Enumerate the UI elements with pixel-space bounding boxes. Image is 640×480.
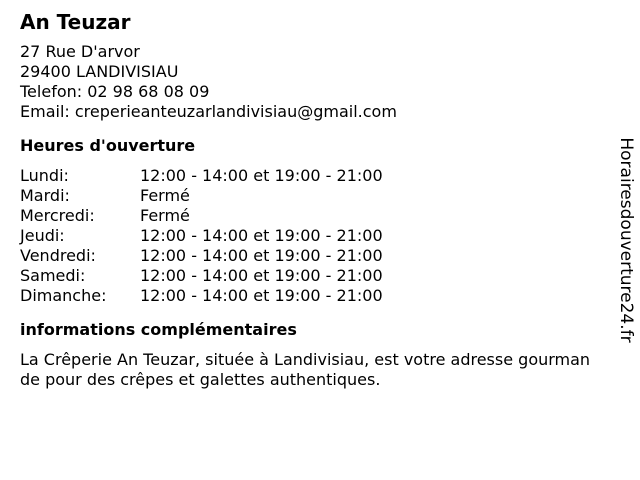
hours-day: Mardi: [20,186,70,205]
hours-row-saturday [20,266,600,286]
hours-row-tuesday [20,186,600,206]
hours-row-sunday [20,286,600,306]
hours-row-monday [20,166,600,186]
hours-day: Lundi: [20,166,69,185]
business-card [20,10,600,390]
hours-time: Fermé [140,206,190,225]
address-city: 29400 LANDIVISIAU [20,62,179,81]
hours-day: Jeudi: [20,226,65,245]
info-heading: informations complémentaires [20,320,297,339]
phone-line: Telefon: 02 98 68 08 09 [20,82,210,101]
hours-day: Samedi: [20,266,86,285]
business-name: An Teuzar [20,10,131,34]
hours-time: 12:00 - 14:00 et 19:00 - 21:00 [140,286,383,305]
email-line: Email: creperieanteuzarlandivisiau@gmail.com [20,102,397,121]
hours-day: Dimanche: [20,286,107,305]
hours-day: Vendredi: [20,246,96,265]
hours-row-wednesday [20,206,600,226]
hours-row-thursday [20,226,600,246]
hours-time: 12:00 - 14:00 et 19:00 - 21:00 [140,226,383,245]
hours-heading: Heures d'ouverture [20,136,196,155]
hours-time: Fermé [140,186,190,205]
hours-time: 12:00 - 14:00 et 19:00 - 21:00 [140,266,383,285]
hours-day: Mercredi: [20,206,95,225]
site-watermark: Horairesdouverture24.fr [616,137,636,343]
hours-row-friday [20,246,600,266]
hours-time: 12:00 - 14:00 et 19:00 - 21:00 [140,246,383,265]
info-description: La Crêperie An Teuzar, située à Landivisiau, est votre adresse gourmande pour des crêpes et galettes authentiques. [20,350,591,389]
address-street: 27 Rue D'arvor [20,42,140,61]
hours-table [20,166,600,306]
hours-time: 12:00 - 14:00 et 19:00 - 21:00 [140,166,383,185]
